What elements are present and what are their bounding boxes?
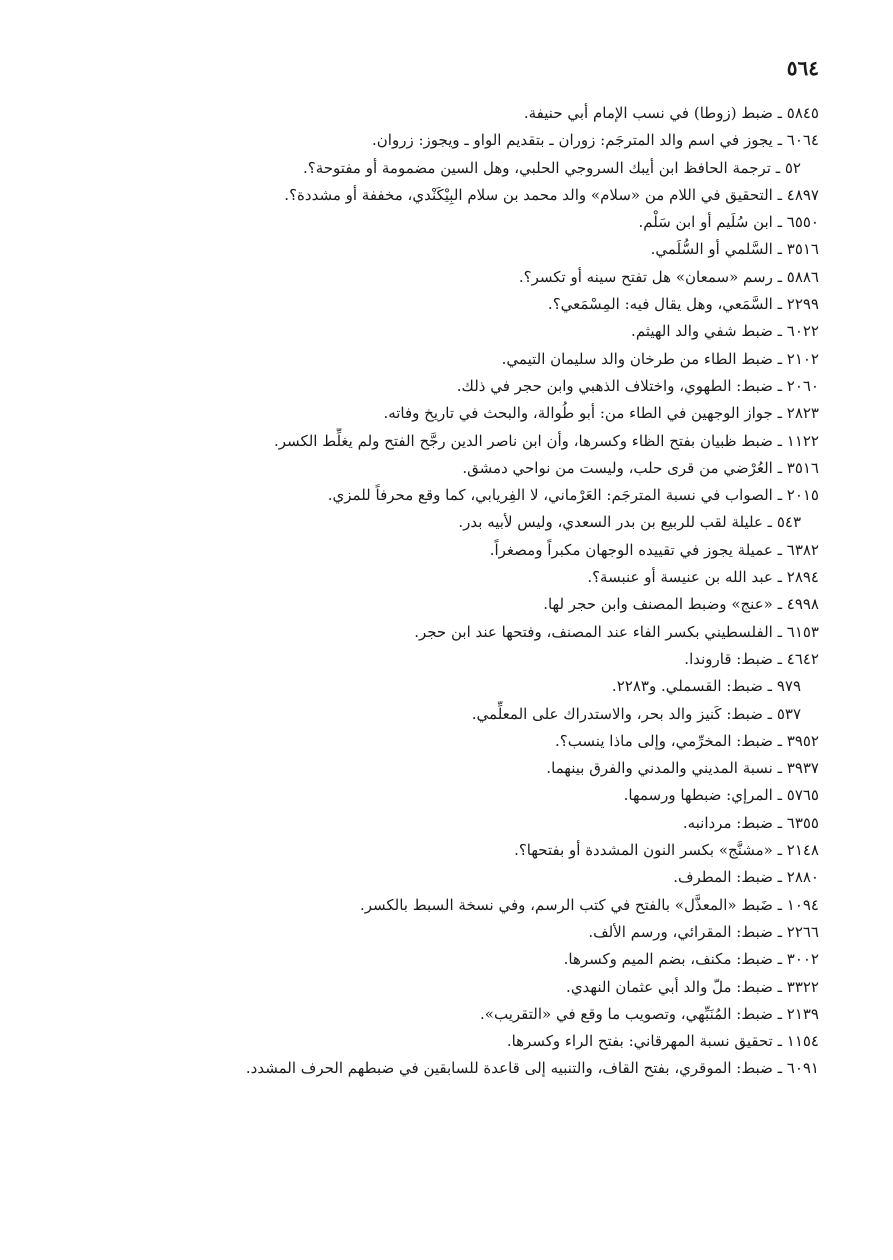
list-item: ٢٨٩٤ ـ عبد الله بن عنيسة أو عنبسة؟. bbox=[587, 568, 819, 587]
list-item: ٦٣٥٥ ـ ضبط: مردانبه. bbox=[682, 813, 819, 832]
list-item: ٤٦٤٢ ـ ضبط: قاروندا. bbox=[684, 649, 819, 668]
list-item: ٦٠٦٤ ـ يجوز في اسم والد المترجَم: زوران ـ بتقديم الواو ـ ويجوز: زروان. bbox=[372, 131, 819, 150]
list-item: ٣٩٥٢ ـ ضبط: المخرِّمي، وإلى ماذا ينسب؟. bbox=[554, 731, 819, 750]
list-item: ٢١٤٨ ـ «مشنَّج» بكسر النون المشددة أو بفتحها؟. bbox=[514, 841, 819, 860]
list-item: ١٠٩٤ ـ ضَبط «المعذَّل» بالفتح في كتب الرسم، وفي نسخة السبط بالكسر. bbox=[359, 895, 819, 914]
list-item: ٥٨٤٥ ـ ضبط (زوطا) في نسب الإمام أبي حنيفة. bbox=[523, 104, 819, 122]
list-item: ٢٢٩٩ ـ السَّمَعي، وهل يقال فيه: المِسْمَعي؟. bbox=[547, 295, 819, 314]
list-item: ٦٠٢٢ ـ ضبط شفي والد الهيثم. bbox=[631, 322, 819, 341]
list-item: ٥٧٦٥ ـ المرإي: ضبطها ورسمها. bbox=[623, 786, 819, 805]
list-item: ٢١٣٩ ـ ضبط: المُنَبِّهي، وتصويب ما وقع في «التقريب». bbox=[480, 1004, 819, 1023]
list-item: ٥٢ ـ ترجمة الحافظ ابن أيبك السروجي الحلبي، وهل السين مضمومة أو مفتوحة؟. bbox=[303, 158, 801, 177]
list-item: ٢٢٦٦ ـ ضبط: المقرائي، ورسم الألف. bbox=[588, 922, 819, 941]
list-item: ٥٤٣ ـ عليلة لقب للربيع بن بدر السعدي، وليس لأبيه بدر. bbox=[458, 513, 801, 532]
list-item: ٦٣٨٢ ـ عميلة يجوز في تقييده الوجهان مكبراً ومصغراً. bbox=[489, 540, 819, 559]
list-item: ٤٨٩٧ ـ التحقيق في اللام من «سلام» والد محمد بن سلام البِيْكَنْدي، مخففة أو مشددة؟. bbox=[284, 185, 819, 204]
list-item: ٣٥١٦ ـ السَّلمي أو السُّلَمي. bbox=[650, 240, 819, 259]
list-item: ٦٠٩١ ـ ضبط: الموقري، بفتح القاف، والتنبيه إلى قاعدة للسابقين في ضبطهم الحرف المشدد. bbox=[245, 1059, 819, 1078]
list-item: ٢٠٦٠ ـ ضبط: الطهوي، واختلاف الذهبي وابن حجر في ذلك. bbox=[456, 376, 819, 395]
list-item: ٣٩٣٧ ـ نسبة المديني والمدني والفرق بينهما. bbox=[546, 759, 819, 778]
list-item: ٦٥٥٠ ـ ابن سُلَيم أو ابن سَلْم. bbox=[638, 213, 819, 232]
list-item: ٥٨٨٦ ـ رسم «سمعان» هل تفتح سينه أو تكسر؟. bbox=[518, 267, 819, 286]
list-item: ٩٧٩ ـ ضبط: القسملي. و٢٢٨٣. bbox=[611, 677, 801, 696]
list-item: ١١٢٢ ـ ضبط ظبيان بفتح الظاء وكسرها، وأن ابن ناصر الدين رجَّح الفتح ولم يغلِّط الكسر. bbox=[274, 431, 819, 450]
list-item: ٣٣٢٢ ـ ضبط: ملّ والد أبي عثمان النهدي. bbox=[566, 977, 819, 996]
list-item: ٤٩٩٨ ـ «عنج» وضبط المصنف وابن حجر لها. bbox=[543, 595, 819, 614]
list-item: ٣٥١٦ ـ العُرْضي من قرى حلب، وليست من نواحي دمشق. bbox=[462, 458, 819, 477]
page-number: ٥٦٤ bbox=[786, 56, 819, 80]
list-item: ٣٠٠٢ ـ ضبط: مكنف، بضم الميم وكسرها. bbox=[563, 950, 819, 969]
entries-list bbox=[59, 100, 819, 1083]
list-item: ٥٣٧ ـ ضبط: كَنيز والد بحر، والاستدراك على المعلِّمي. bbox=[471, 704, 801, 723]
list-item: ٦١٥٣ ـ الفلسطيني بكسر الفاء عند المصنف، وفتحها عند ابن حجر. bbox=[414, 622, 819, 641]
list-item: ١١٥٤ ـ تحقيق نسبة المهرقاني: بفتح الراء وكسرها. bbox=[506, 1032, 819, 1051]
list-item: ٢١٠٢ ـ ضبط الطاء من طرخان والد سليمان التيمي. bbox=[501, 349, 819, 368]
list-item: ٢٨٢٣ ـ جواز الوجهين في الطاء من: أبو طُوالة، والبحث في تاريخ وفاته. bbox=[383, 404, 819, 423]
list-item: ٢٨٨٠ ـ ضبط: المطرف. bbox=[673, 868, 819, 887]
list-item: ٢٠١٥ ـ الصواب في نسبة المترجَم: العَرْماني، لا الفِريابي، كما وقع محرفاً للمزي. bbox=[327, 486, 819, 505]
